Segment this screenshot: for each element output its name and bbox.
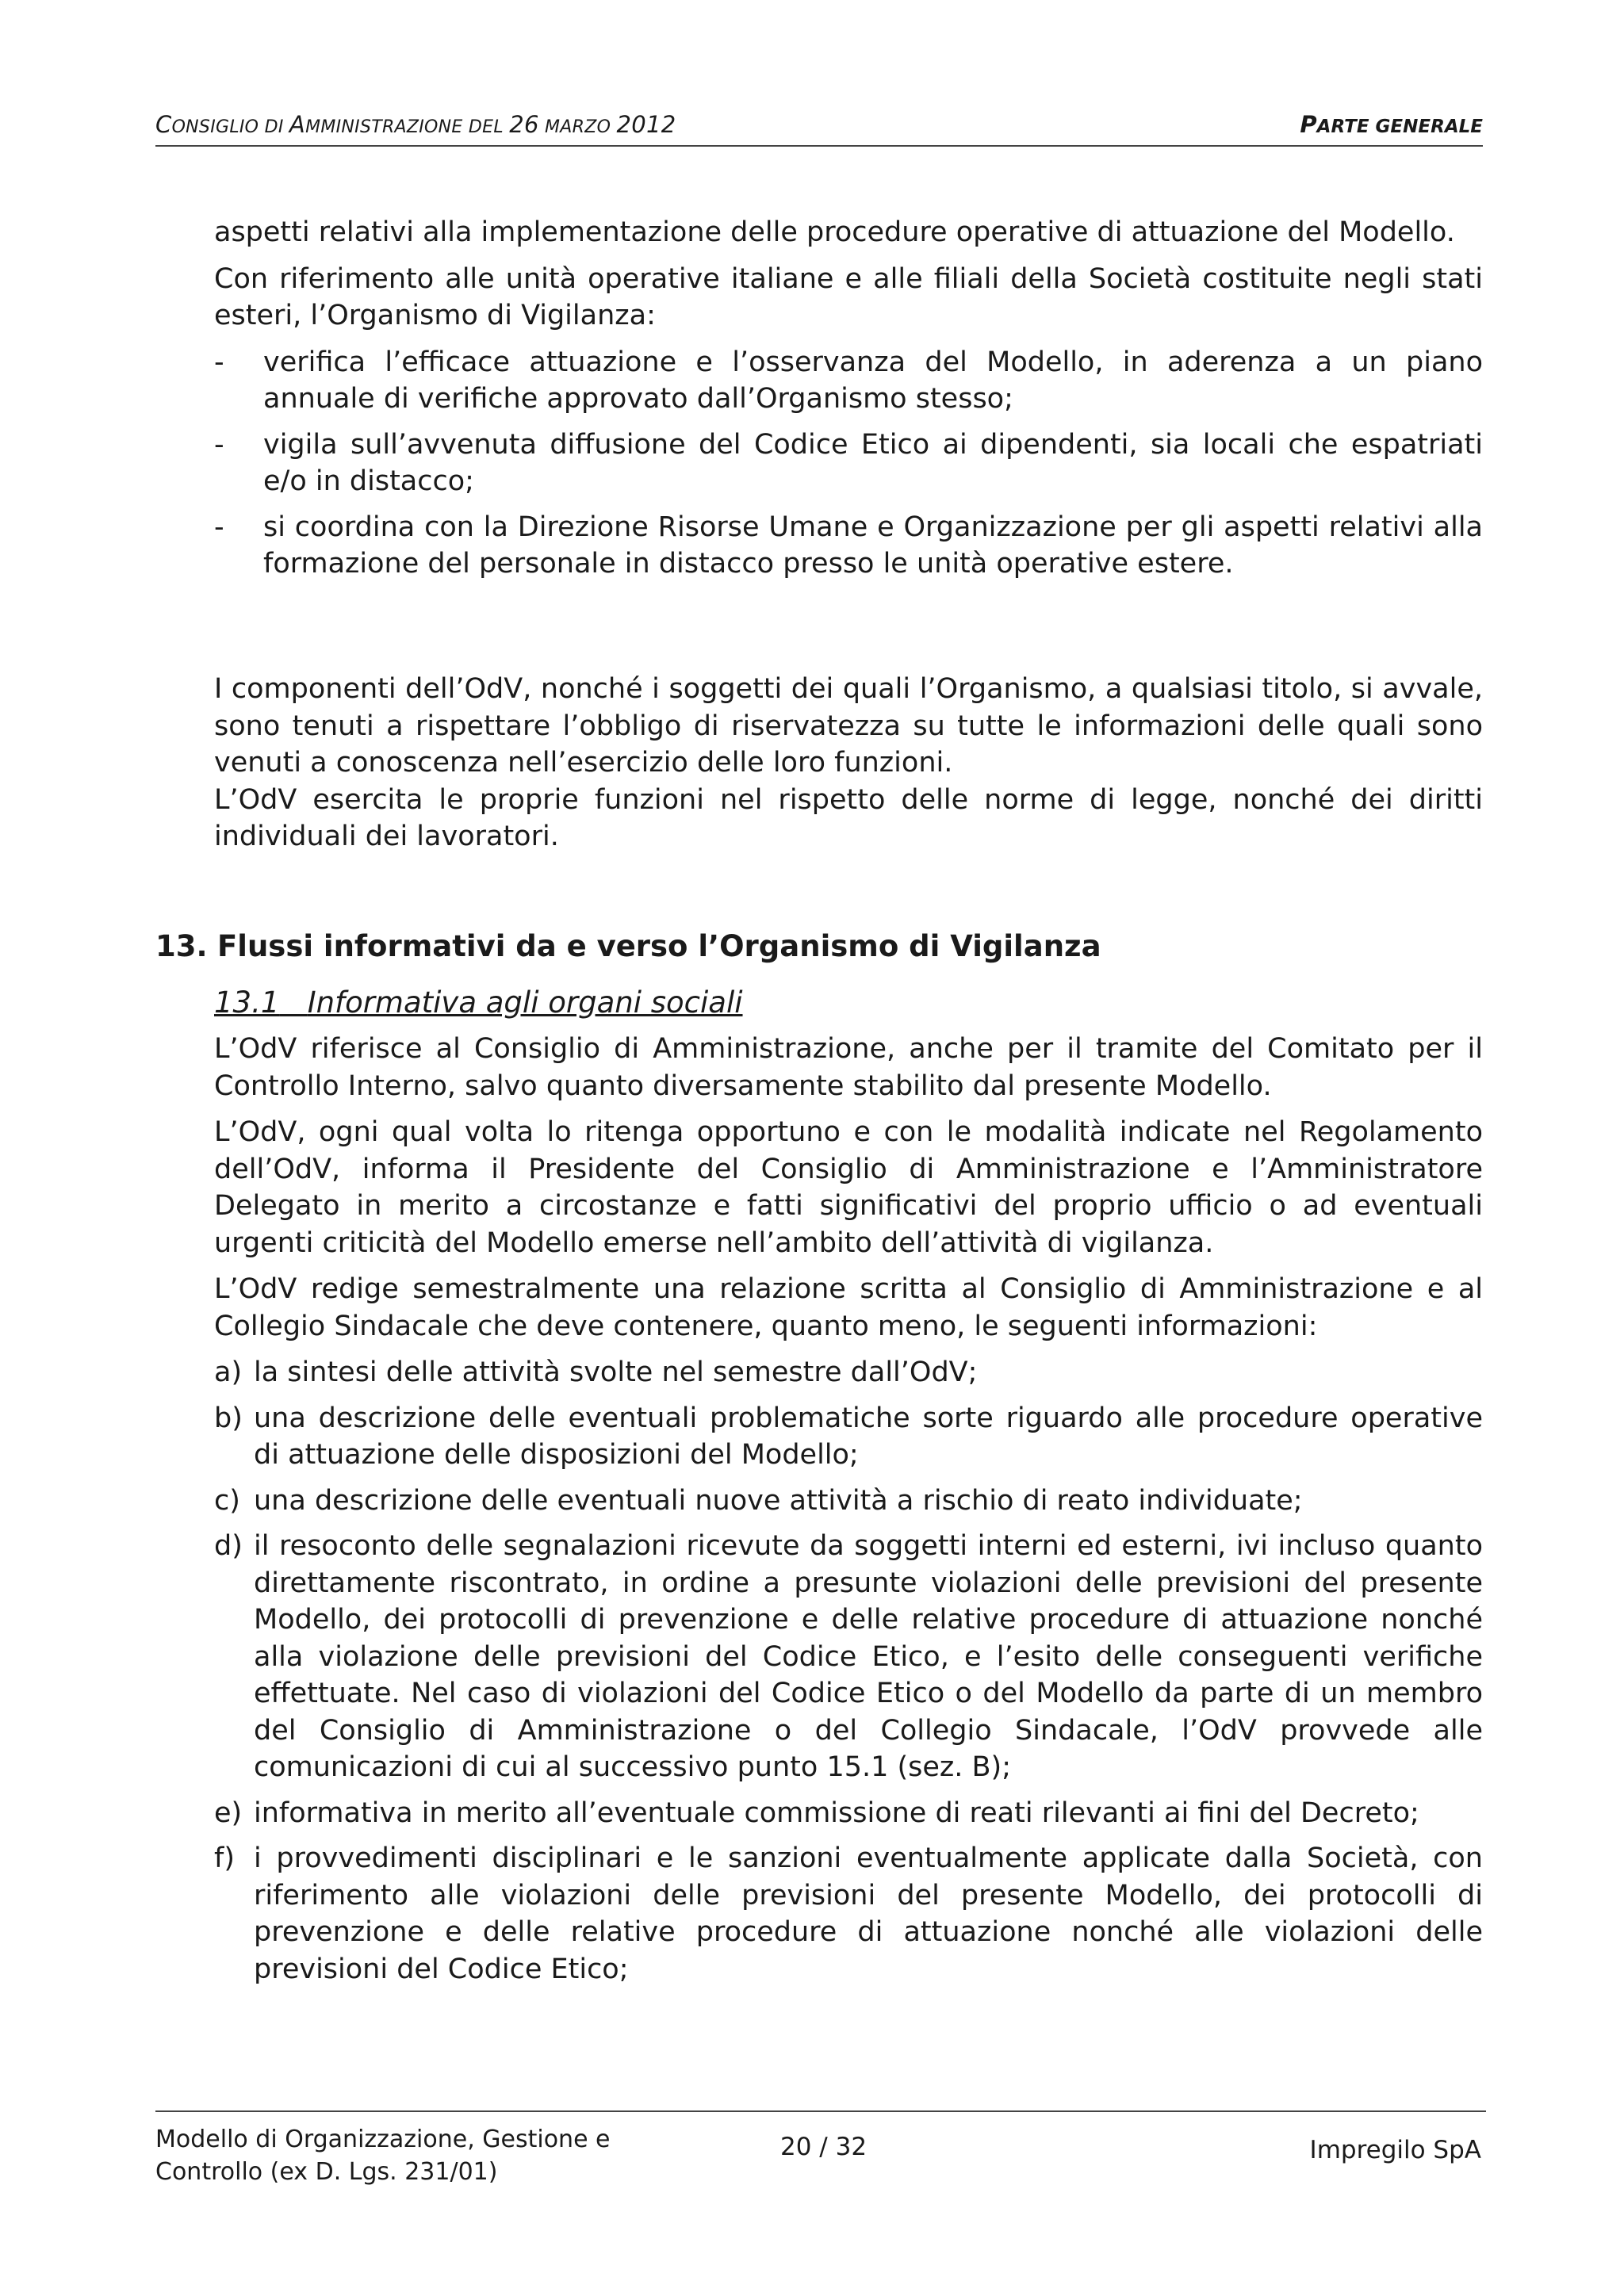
list-item-text: una descrizione delle eventuali nuove attività a rischio di reato individuate;: [254, 1484, 1303, 1517]
list-item-text: la sintesi delle attività svolte nel semestre dall’OdV;: [254, 1357, 978, 1388]
list-marker: a): [214, 1357, 243, 1388]
list-marker: f): [214, 1843, 235, 1874]
header-text: MARZO: [538, 117, 617, 137]
list-item-text: i provvedimenti disciplinari e le sanzioni eventualmente applicate dalla Società, con riferimento alle violazioni delle previsioni del presente Modello, dei protocolli di prevenzione e delle relative procedure di attuazione nonché alle violazioni delle previsioni del Codice Etico;: [254, 1843, 1483, 1985]
list-marker: e): [214, 1797, 243, 1829]
list-marker: c): [214, 1484, 240, 1517]
section-heading: [155, 929, 1483, 963]
paragraph: L’OdV riferisce al Consiglio di Amministrazione, anche per il tramite del Comitato per il Controllo Interno, salvo quanto diversamente stabilito dal presente Modello.: [214, 1033, 1483, 1102]
list-marker: d): [214, 1530, 243, 1562]
paragraph: L’OdV, ogni qual volta lo ritenga opportuno e con le modalità indicate nel Regolamento dell’OdV, informa il Presidente del Consiglio di Amministrazione e l’Amministratore Delegato in merito a circostanze e fatti significativi del proprio ufficio o ad eventuali urgenti criticità del Modello emerse nell’ambito dell’attività di vigilanza.: [214, 1116, 1483, 1259]
list-item-text: vigila sull’avvenuta diffusione del Codice Etico ai dipendenti, sia locali che espatriati e/o in distacco;: [263, 428, 1483, 497]
paragraph: Con riferimento alle unità operative italiane e alle filiali della Società costituite negli stati esteri, l’Organismo di Vigilanza:: [214, 262, 1483, 331]
paragraph: I componenti dell’OdV, nonché i soggetti dei quali l’Organismo, a qualsiasi titolo, si avvale, sono tenuti a rispettare l’obbligo di riservatezza su tutte le informazioni delle quali sono venuti a conoscenza nell’esercizio delle loro funzioni.: [214, 673, 1483, 779]
footer-divider: [155, 2110, 1486, 2112]
body-block-2: [214, 671, 1483, 865]
header-meeting-title: [155, 111, 676, 138]
header-section-label: [1300, 111, 1483, 138]
footer-company: Impregilo SpA: [1309, 2136, 1481, 2164]
footer-line: Modello di Organizzazione, Gestione e: [155, 2126, 611, 2153]
bullet-marker: -: [214, 428, 224, 461]
header-text: C: [155, 111, 172, 138]
list-item: [214, 344, 1483, 418]
bullet-marker: -: [214, 346, 224, 378]
section-number: 13.: [155, 929, 208, 963]
subsection-title: Informativa agli organi sociali: [307, 985, 743, 1020]
header-text: P: [1300, 111, 1317, 138]
header-text: 2012: [616, 111, 676, 138]
list-item: [214, 1840, 1483, 1988]
subsection-heading: [214, 983, 1483, 1023]
list-item-text: informativa in merito all’eventuale commissione di reati rilevanti ai fini del Decreto;: [254, 1797, 1419, 1829]
list-item-text: una descrizione delle eventuali problematiche sorte riguardo alle procedure operative di attuazione delle disposizioni del Modello;: [254, 1402, 1483, 1471]
page-number: 20 / 32: [780, 2133, 868, 2161]
list-item: [214, 1795, 1483, 1832]
list-item-text: il resoconto delle segnalazioni ricevute da soggetti interni ed esterni, ivi incluso quanto direttamente riscontrato, in ordine a presunte violazioni delle previsioni del presente Modello, dei protocolli di prevenzione e delle relative procedure di attuazione nonché alla violazione delle previsioni del Codice Etico, e l’esito delle conseguenti verifiche effettuate. Nel caso di violazioni del Codice Etico o del Modello da parte di un membro del Consiglio di Amministrazione o del Collegio Sindacale, l’OdV provvede alle comunicazioni di cui al successivo punto 15.1 (sez. B);: [254, 1530, 1483, 1783]
list-item-text: verifica l’efficace attuazione e l’osservanza del Modello, in aderenza a un piano annuale di verifiche approvato dall’Organismo stesso;: [263, 346, 1483, 415]
list-item: [214, 1354, 1483, 1391]
header-text: ONSIGLIO DI: [171, 117, 289, 137]
section-title: Flussi informativi da e verso l’Organismo di Vigilanza: [217, 929, 1101, 963]
header-text: A: [289, 111, 306, 138]
list-marker: b): [214, 1402, 243, 1434]
header-text: 26: [509, 111, 539, 138]
paragraph: aspetti relativi alla implementazione delle procedure operative di attuazione del Modello.: [214, 216, 1455, 248]
list-item-text: si coordina con la Direzione Risorse Umane e Organizzazione per gli aspetti relativi alla formazione del personale in distacco presso le unità operative estere.: [263, 511, 1483, 580]
body-block-1: [214, 214, 1483, 591]
list-item: [214, 509, 1483, 583]
bullet-marker: -: [214, 511, 224, 543]
page-header: [155, 101, 1483, 146]
header-divider: [155, 145, 1483, 147]
list-item: [214, 1483, 1483, 1520]
footer-line: Controllo (ex D. Lgs. 231/01): [155, 2158, 498, 2186]
paragraph: L’OdV esercita le proprie funzioni nel rispetto delle norme di legge, nonché dei diritti individuali dei lavoratori.: [214, 783, 1483, 852]
footer-document-title: [155, 2123, 611, 2188]
header-text: MMINISTRAZIONE DEL: [305, 117, 510, 137]
header-text: ARTE GENERALE: [1316, 117, 1483, 137]
paragraph: L’OdV redige semestralmente una relazione scritta al Consiglio di Amministrazione e al Collegio Sindacale che deve contenere, quanto meno, le seguenti informazioni:: [214, 1273, 1483, 1342]
section-body: [214, 983, 1483, 1996]
subsection-number: 13.1: [214, 985, 280, 1020]
list-item: [214, 1528, 1483, 1786]
list-item: [214, 427, 1483, 500]
list-item: [214, 1400, 1483, 1474]
